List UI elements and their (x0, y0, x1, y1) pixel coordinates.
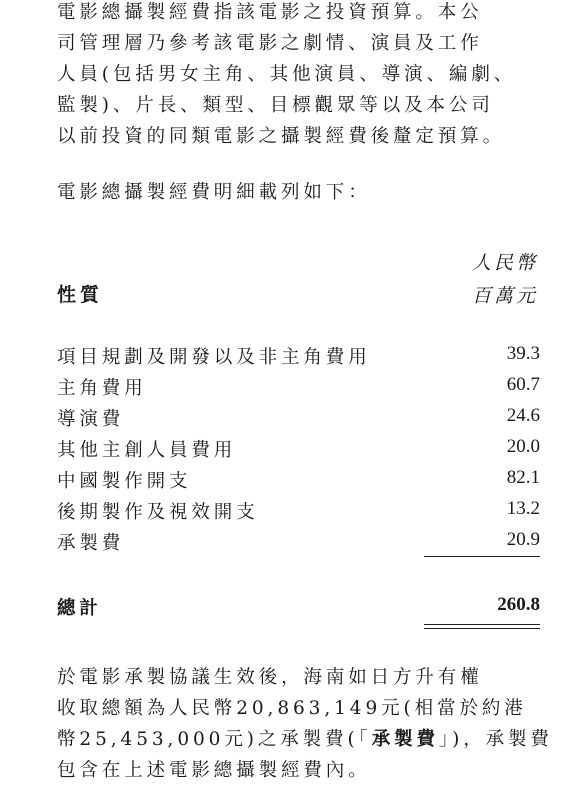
table-unit-scale: 百萬元 (471, 285, 538, 307)
table-row (57, 436, 540, 467)
row-value: 24.6 (506, 405, 540, 426)
paragraph-line: 司管理層乃參考該電影之劇情、演員及工作 (57, 33, 483, 54)
paragraph-line: 電影總攝製經費指該電影之投資預算。本公 (57, 2, 483, 23)
intro-line: 電影總攝製經費明細載列如下： (57, 182, 371, 203)
row-label: 後期製作及視效開支 (57, 502, 259, 523)
table-row (57, 343, 540, 374)
table-row (57, 405, 540, 436)
row-label: 其他主創人員費用 (57, 440, 237, 461)
budget-description-paragraph (57, 0, 545, 152)
paragraph-line: 於電影承製協議生效後，海南如日方升有權 (57, 667, 483, 688)
table-unit-currency: 人民幣 (471, 252, 538, 274)
production-fee-paragraph (57, 662, 553, 786)
row-value: 13.2 (506, 498, 540, 519)
breakdown-intro (57, 177, 545, 208)
total-value: 260.8 (497, 594, 540, 615)
row-value: 82.1 (506, 467, 540, 488)
defined-term: 承製費 (371, 729, 439, 750)
row-value: 20.0 (506, 436, 540, 457)
table-row (57, 467, 540, 498)
paragraph-line (57, 724, 553, 755)
total-double-rule (424, 624, 540, 629)
row-value: 39.3 (506, 343, 540, 364)
paragraph-text: 幣25,453,000元)之承製費(「 (57, 729, 372, 750)
table-row (57, 498, 540, 529)
row-label: 承製費 (57, 533, 125, 554)
row-label: 導演費 (57, 409, 125, 430)
paragraph-line: 以前投資的同類電影之攝製經費後釐定預算。 (57, 126, 506, 147)
subtotal-rule (424, 556, 540, 557)
row-label: 主角費用 (57, 378, 147, 399)
paragraph-text: 」)，承製費 (438, 729, 553, 750)
row-value: 20.9 (506, 529, 540, 550)
row-value: 60.7 (506, 374, 540, 395)
row-label: 項目規劃及開發以及非主角費用 (57, 347, 371, 368)
paragraph-line: 監製)、片長、類型、目標觀眾等以及本公司 (57, 95, 494, 116)
paragraph-line: 收取總額為人民幣20,863,149元(相當於約港 (57, 698, 527, 719)
total-label: 總計 (57, 598, 102, 619)
paragraph-line: 人員(包括男女主角、其他演員、導演、編劇、 (57, 64, 517, 85)
table-row (57, 374, 540, 405)
table-total-row (57, 594, 540, 625)
row-label: 中國製作開支 (57, 471, 192, 492)
paragraph-line: 包含在上述電影總攝製經費內。 (57, 760, 371, 781)
table-header-nature: 性質 (57, 284, 104, 306)
